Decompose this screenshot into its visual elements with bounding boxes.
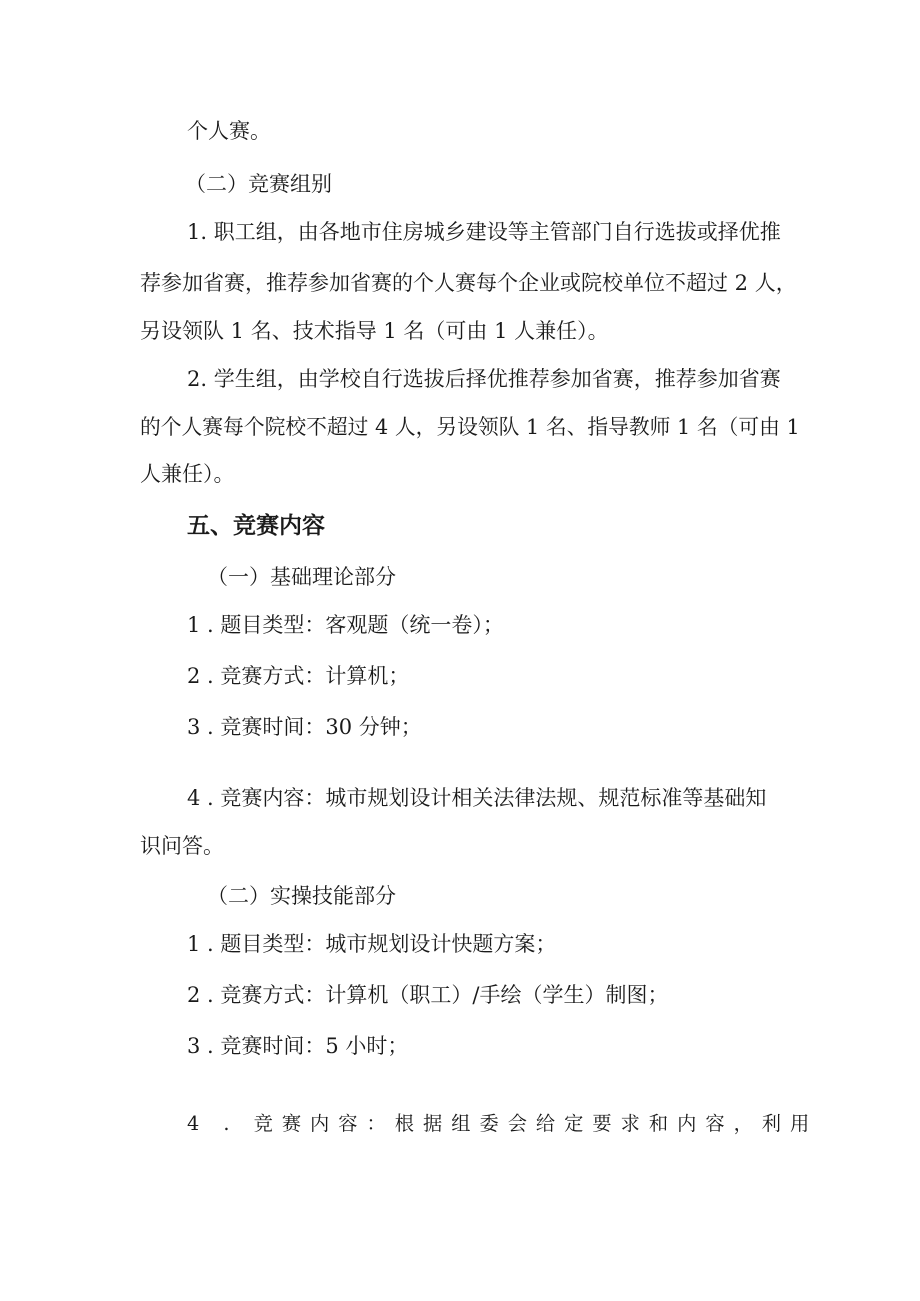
section-heading: 五、竞赛内容 bbox=[187, 513, 325, 539]
subsection-heading: （二）竞赛组别 bbox=[185, 172, 332, 196]
list-item: 1 . 题目类型：城市规划设计快题方案； bbox=[187, 932, 557, 956]
text-line: 1. 职工组，由各地市住房城乡建设等主管部门自行选拔或择优推 bbox=[187, 220, 781, 244]
list-item: 4 . 竞赛内容：根据组委会给定要求和内容，利用 bbox=[187, 1112, 819, 1135]
text-line: 识问答。 bbox=[140, 834, 224, 858]
text-line: 人兼任）。 bbox=[140, 462, 235, 486]
subsection-heading: （一）基础理论部分 bbox=[207, 565, 396, 589]
list-item: 2 . 竞赛方式：计算机； bbox=[187, 664, 410, 688]
text-line: 荐参加省赛，推荐参加省赛的个人赛每个企业或院校单位不超过 2 人， bbox=[140, 271, 797, 295]
list-item: 1 . 题目类型：客观题（统一卷）； bbox=[187, 613, 504, 637]
text-line: 2. 学生组，由学校自行选拔后择优推荐参加省赛，推荐参加省赛 bbox=[187, 367, 781, 391]
text-line: 个人赛。 bbox=[187, 119, 271, 143]
subsection-heading: （二）实操技能部分 bbox=[207, 884, 396, 908]
list-item: 4 . 竞赛内容：城市规划设计相关法律法规、规范标准等基础知 bbox=[187, 786, 767, 810]
text-line: 另设领队 1 名、技术指导 1 名（可由 1 人兼任）。 bbox=[140, 319, 609, 343]
list-item: 3 . 竞赛时间：5 小时； bbox=[187, 1034, 409, 1058]
list-item: 3 . 竞赛时间：30 分钟； bbox=[187, 715, 422, 739]
text-line: 的个人赛每个院校不超过 4 人，另设领队 1 名、指导教师 1 名（可由 1 bbox=[140, 415, 800, 439]
list-item: 2 . 竞赛方式：计算机（职工）/手绘（学生）制图； bbox=[187, 983, 669, 1007]
